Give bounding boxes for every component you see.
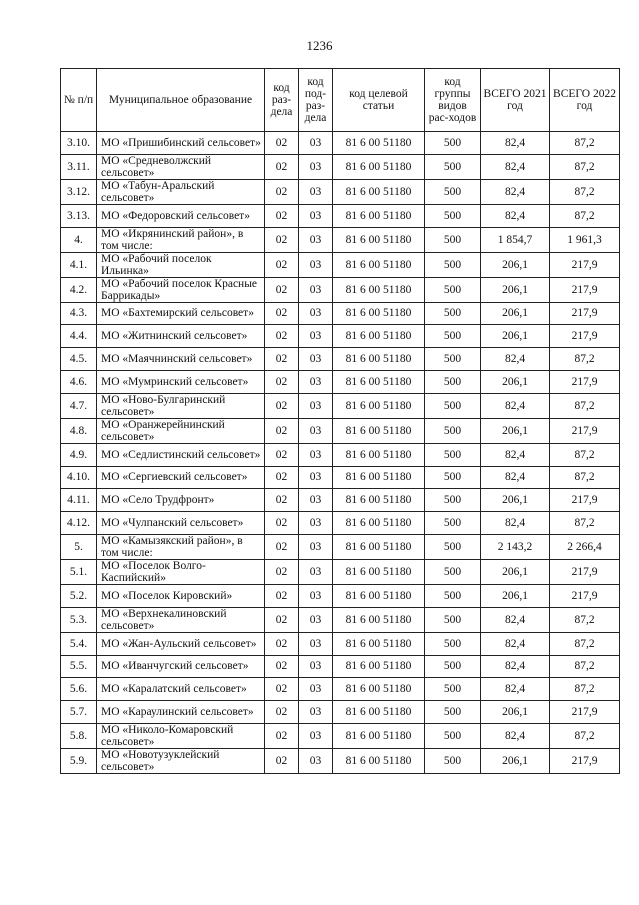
table-row xyxy=(61,607,620,632)
target-article-code: 81 6 00 51180 xyxy=(333,534,425,559)
total-2021: 206,1 xyxy=(481,277,550,302)
target-article-code: 81 6 00 51180 xyxy=(333,302,425,325)
total-2022: 217,9 xyxy=(550,701,620,724)
section-code: 02 xyxy=(265,489,299,512)
row-number: 4.1. xyxy=(61,252,97,277)
municipality-name: МО «Пришибинский сельсовет» xyxy=(97,132,265,155)
total-2021: 82,4 xyxy=(481,132,550,155)
total-2021: 82,4 xyxy=(481,154,550,179)
row-number: 5.8. xyxy=(61,723,97,748)
row-number: 5.9. xyxy=(61,748,97,773)
table-row xyxy=(61,302,620,325)
target-article-code: 81 6 00 51180 xyxy=(333,632,425,655)
section-code: 02 xyxy=(265,179,299,204)
table-row xyxy=(61,655,620,678)
row-number: 3.10. xyxy=(61,132,97,155)
total-2022: 87,2 xyxy=(550,179,620,204)
expense-group-code: 500 xyxy=(425,466,481,489)
section-code: 02 xyxy=(265,348,299,371)
expense-group-code: 500 xyxy=(425,227,481,252)
expense-group-code: 500 xyxy=(425,252,481,277)
section-code: 02 xyxy=(265,655,299,678)
subsection-code: 03 xyxy=(299,252,333,277)
subsection-code: 03 xyxy=(299,154,333,179)
subsection-code: 03 xyxy=(299,678,333,701)
subsection-code: 03 xyxy=(299,325,333,348)
expense-group-code: 500 xyxy=(425,559,481,584)
row-number: 4.3. xyxy=(61,302,97,325)
table-row xyxy=(61,154,620,179)
subsection-code: 03 xyxy=(299,418,333,443)
municipality-name: МО «Чулпанский сельсовет» xyxy=(97,512,265,535)
row-number: 5. xyxy=(61,534,97,559)
target-article-code: 81 6 00 51180 xyxy=(333,348,425,371)
target-article-code: 81 6 00 51180 xyxy=(333,443,425,466)
total-2021: 1 854,7 xyxy=(481,227,550,252)
header-expense-group-code: код группы видов рас-ходов xyxy=(425,69,481,132)
total-2022: 87,2 xyxy=(550,154,620,179)
target-article-code: 81 6 00 51180 xyxy=(333,584,425,607)
row-number: 5.6. xyxy=(61,678,97,701)
municipality-name: МО «Жан-Аульский сельсовет» xyxy=(97,632,265,655)
target-article-code: 81 6 00 51180 xyxy=(333,370,425,393)
total-2022: 217,9 xyxy=(550,252,620,277)
total-2021: 82,4 xyxy=(481,348,550,371)
header-number: № п/п xyxy=(61,69,97,132)
total-2021: 82,4 xyxy=(481,466,550,489)
municipality-name: МО «Поселок Волго-Каспийский» xyxy=(97,559,265,584)
table-row xyxy=(61,252,620,277)
target-article-code: 81 6 00 51180 xyxy=(333,154,425,179)
expense-group-code: 500 xyxy=(425,418,481,443)
expense-group-code: 500 xyxy=(425,607,481,632)
municipality-name: МО «Рабочий поселок Ильинка» xyxy=(97,252,265,277)
subsection-code: 03 xyxy=(299,655,333,678)
total-2022: 87,2 xyxy=(550,443,620,466)
expense-group-code: 500 xyxy=(425,678,481,701)
expense-group-code: 500 xyxy=(425,325,481,348)
row-number: 4.6. xyxy=(61,370,97,393)
total-2021: 206,1 xyxy=(481,302,550,325)
total-2021: 82,4 xyxy=(481,204,550,227)
row-number: 4.11. xyxy=(61,489,97,512)
section-code: 02 xyxy=(265,678,299,701)
total-2021: 82,4 xyxy=(481,393,550,418)
row-number: 3.13. xyxy=(61,204,97,227)
municipality-name: МО «Поселок Кировский» xyxy=(97,584,265,607)
target-article-code: 81 6 00 51180 xyxy=(333,204,425,227)
budget-table xyxy=(60,68,620,774)
section-code: 02 xyxy=(265,154,299,179)
municipality-name: МО «Каралатский сельсовет» xyxy=(97,678,265,701)
subsection-code: 03 xyxy=(299,512,333,535)
section-code: 02 xyxy=(265,325,299,348)
total-2022: 87,2 xyxy=(550,393,620,418)
section-code: 02 xyxy=(265,418,299,443)
row-number: 5.7. xyxy=(61,701,97,724)
header-target-article-code: код целевой статьи xyxy=(333,69,425,132)
total-2022: 2 266,4 xyxy=(550,534,620,559)
target-article-code: 81 6 00 51180 xyxy=(333,655,425,678)
table-row xyxy=(61,701,620,724)
total-2022: 217,9 xyxy=(550,489,620,512)
target-article-code: 81 6 00 51180 xyxy=(333,132,425,155)
total-2022: 1 961,3 xyxy=(550,227,620,252)
target-article-code: 81 6 00 51180 xyxy=(333,277,425,302)
total-2022: 217,9 xyxy=(550,370,620,393)
subsection-code: 03 xyxy=(299,443,333,466)
total-2022: 87,2 xyxy=(550,512,620,535)
subsection-code: 03 xyxy=(299,227,333,252)
municipality-name: МО «Село Трудфронт» xyxy=(97,489,265,512)
expense-group-code: 500 xyxy=(425,584,481,607)
row-number: 3.11. xyxy=(61,154,97,179)
table-row xyxy=(61,584,620,607)
row-number: 4.7. xyxy=(61,393,97,418)
municipality-name: МО «Седлистинский сельсовет» xyxy=(97,443,265,466)
table-row xyxy=(61,277,620,302)
subsection-code: 03 xyxy=(299,607,333,632)
section-code: 02 xyxy=(265,632,299,655)
row-number: 4.5. xyxy=(61,348,97,371)
target-article-code: 81 6 00 51180 xyxy=(333,678,425,701)
municipality-name: МО «Федоровский сельсовет» xyxy=(97,204,265,227)
row-number: 5.1. xyxy=(61,559,97,584)
section-code: 02 xyxy=(265,559,299,584)
target-article-code: 81 6 00 51180 xyxy=(333,252,425,277)
total-2022: 87,2 xyxy=(550,132,620,155)
total-2021: 82,4 xyxy=(481,723,550,748)
section-code: 02 xyxy=(265,534,299,559)
target-article-code: 81 6 00 51180 xyxy=(333,466,425,489)
total-2021: 82,4 xyxy=(481,655,550,678)
section-code: 02 xyxy=(265,132,299,155)
header-total-2021: ВСЕГО 2021 год xyxy=(481,69,550,132)
table-row xyxy=(61,204,620,227)
municipality-name: МО «Караулинский сельсовет» xyxy=(97,701,265,724)
subsection-code: 03 xyxy=(299,466,333,489)
municipality-name: МО «Ново-Булгаринский сельсовет» xyxy=(97,393,265,418)
table-row xyxy=(61,748,620,773)
total-2022: 87,2 xyxy=(550,466,620,489)
subsection-code: 03 xyxy=(299,559,333,584)
table-row xyxy=(61,393,620,418)
total-2022: 87,2 xyxy=(550,655,620,678)
municipality-name: МО «Николо-Комаровский сельсовет» xyxy=(97,723,265,748)
expense-group-code: 500 xyxy=(425,534,481,559)
expense-group-code: 500 xyxy=(425,302,481,325)
total-2022: 217,9 xyxy=(550,748,620,773)
expense-group-code: 500 xyxy=(425,443,481,466)
expense-group-code: 500 xyxy=(425,204,481,227)
subsection-code: 03 xyxy=(299,132,333,155)
total-2021: 2 143,2 xyxy=(481,534,550,559)
section-code: 02 xyxy=(265,443,299,466)
total-2022: 217,9 xyxy=(550,325,620,348)
subsection-code: 03 xyxy=(299,701,333,724)
expense-group-code: 500 xyxy=(425,489,481,512)
total-2022: 87,2 xyxy=(550,678,620,701)
section-code: 02 xyxy=(265,723,299,748)
municipality-name: МО «Житнинский сельсовет» xyxy=(97,325,265,348)
municipality-name: МО «Иванчугский сельсовет» xyxy=(97,655,265,678)
row-number: 4.8. xyxy=(61,418,97,443)
table-row xyxy=(61,370,620,393)
table-row xyxy=(61,418,620,443)
total-2021: 206,1 xyxy=(481,559,550,584)
table-row xyxy=(61,512,620,535)
total-2021: 206,1 xyxy=(481,370,550,393)
expense-group-code: 500 xyxy=(425,748,481,773)
header-subsection-code: код под-раз-дела xyxy=(299,69,333,132)
subsection-code: 03 xyxy=(299,204,333,227)
section-code: 02 xyxy=(265,370,299,393)
expense-group-code: 500 xyxy=(425,179,481,204)
subsection-code: 03 xyxy=(299,723,333,748)
section-code: 02 xyxy=(265,607,299,632)
table-row xyxy=(61,325,620,348)
section-code: 02 xyxy=(265,252,299,277)
table-row xyxy=(61,489,620,512)
target-article-code: 81 6 00 51180 xyxy=(333,489,425,512)
target-article-code: 81 6 00 51180 xyxy=(333,701,425,724)
total-2021: 82,4 xyxy=(481,512,550,535)
municipality-name: МО «Мумринский сельсовет» xyxy=(97,370,265,393)
subsection-code: 03 xyxy=(299,534,333,559)
row-number: 4. xyxy=(61,227,97,252)
subsection-code: 03 xyxy=(299,348,333,371)
expense-group-code: 500 xyxy=(425,701,481,724)
expense-group-code: 500 xyxy=(425,632,481,655)
total-2021: 206,1 xyxy=(481,584,550,607)
subsection-code: 03 xyxy=(299,489,333,512)
target-article-code: 81 6 00 51180 xyxy=(333,325,425,348)
expense-group-code: 500 xyxy=(425,512,481,535)
total-2022: 217,9 xyxy=(550,584,620,607)
municipality-name: МО «Табун-Аральский сельсовет» xyxy=(97,179,265,204)
table-row xyxy=(61,678,620,701)
expense-group-code: 500 xyxy=(425,154,481,179)
row-number: 4.4. xyxy=(61,325,97,348)
target-article-code: 81 6 00 51180 xyxy=(333,418,425,443)
table-row xyxy=(61,132,620,155)
section-code: 02 xyxy=(265,512,299,535)
row-number: 4.2. xyxy=(61,277,97,302)
total-2021: 206,1 xyxy=(481,489,550,512)
subsection-code: 03 xyxy=(299,393,333,418)
page-number: 1236 xyxy=(306,38,333,53)
expense-group-code: 500 xyxy=(425,348,481,371)
municipality-name: МО «Новотузуклейский сельсовет» xyxy=(97,748,265,773)
municipality-name: МО «Сергиевский сельсовет» xyxy=(97,466,265,489)
section-code: 02 xyxy=(265,748,299,773)
subsection-code: 03 xyxy=(299,584,333,607)
header-section-code: код раз-дела xyxy=(265,69,299,132)
subsection-code: 03 xyxy=(299,277,333,302)
subsection-code: 03 xyxy=(299,748,333,773)
municipality-name: МО «Рабочий поселок Красные Баррикады» xyxy=(97,277,265,302)
total-2021: 206,1 xyxy=(481,418,550,443)
table-row xyxy=(61,632,620,655)
target-article-code: 81 6 00 51180 xyxy=(333,607,425,632)
total-2021: 82,4 xyxy=(481,632,550,655)
target-article-code: 81 6 00 51180 xyxy=(333,179,425,204)
total-2022: 217,9 xyxy=(550,559,620,584)
table-row xyxy=(61,723,620,748)
subsection-code: 03 xyxy=(299,302,333,325)
section-code: 02 xyxy=(265,204,299,227)
table-row xyxy=(61,443,620,466)
section-code: 02 xyxy=(265,227,299,252)
expense-group-code: 500 xyxy=(425,655,481,678)
target-article-code: 81 6 00 51180 xyxy=(333,512,425,535)
total-2022: 87,2 xyxy=(550,607,620,632)
municipality-name: МО «Камызякский район», в том числе: xyxy=(97,534,265,559)
section-code: 02 xyxy=(265,701,299,724)
row-number: 5.2. xyxy=(61,584,97,607)
table-header-row xyxy=(61,69,620,132)
section-code: 02 xyxy=(265,302,299,325)
target-article-code: 81 6 00 51180 xyxy=(333,393,425,418)
total-2021: 206,1 xyxy=(481,748,550,773)
row-number: 4.9. xyxy=(61,443,97,466)
subsection-code: 03 xyxy=(299,179,333,204)
total-2021: 206,1 xyxy=(481,252,550,277)
table-row xyxy=(61,559,620,584)
municipality-name: МО «Оранжерейнинский сельсовет» xyxy=(97,418,265,443)
table-row xyxy=(61,348,620,371)
municipality-name: МО «Икрянинский район», в том числе: xyxy=(97,227,265,252)
row-number: 5.3. xyxy=(61,607,97,632)
table-body xyxy=(61,132,620,774)
subsection-code: 03 xyxy=(299,632,333,655)
expense-group-code: 500 xyxy=(425,370,481,393)
total-2021: 82,4 xyxy=(481,443,550,466)
table-row xyxy=(61,179,620,204)
total-2022: 87,2 xyxy=(550,632,620,655)
total-2022: 217,9 xyxy=(550,302,620,325)
municipality-name: МО «Бахтемирский сельсовет» xyxy=(97,302,265,325)
section-code: 02 xyxy=(265,393,299,418)
row-number: 4.10. xyxy=(61,466,97,489)
table-row xyxy=(61,534,620,559)
target-article-code: 81 6 00 51180 xyxy=(333,227,425,252)
row-number: 5.4. xyxy=(61,632,97,655)
header-municipality: Муниципальное образование xyxy=(97,69,265,132)
header-total-2022: ВСЕГО 2022 год xyxy=(550,69,620,132)
total-2021: 206,1 xyxy=(481,325,550,348)
section-code: 02 xyxy=(265,466,299,489)
municipality-name: МО «Верхнекалиновский сельсовет» xyxy=(97,607,265,632)
row-number: 3.12. xyxy=(61,179,97,204)
target-article-code: 81 6 00 51180 xyxy=(333,723,425,748)
expense-group-code: 500 xyxy=(425,393,481,418)
expense-group-code: 500 xyxy=(425,132,481,155)
section-code: 02 xyxy=(265,584,299,607)
total-2022: 87,2 xyxy=(550,723,620,748)
total-2021: 82,4 xyxy=(481,678,550,701)
total-2022: 217,9 xyxy=(550,277,620,302)
municipality-name: МО «Средневолжский сельсовет» xyxy=(97,154,265,179)
row-number: 5.5. xyxy=(61,655,97,678)
table-row xyxy=(61,466,620,489)
target-article-code: 81 6 00 51180 xyxy=(333,559,425,584)
total-2022: 87,2 xyxy=(550,348,620,371)
expense-group-code: 500 xyxy=(425,277,481,302)
total-2021: 82,4 xyxy=(481,179,550,204)
total-2022: 87,2 xyxy=(550,204,620,227)
row-number: 4.12. xyxy=(61,512,97,535)
section-code: 02 xyxy=(265,277,299,302)
total-2022: 217,9 xyxy=(550,418,620,443)
total-2021: 82,4 xyxy=(481,607,550,632)
expense-group-code: 500 xyxy=(425,723,481,748)
table-row xyxy=(61,227,620,252)
target-article-code: 81 6 00 51180 xyxy=(333,748,425,773)
municipality-name: МО «Маячнинский сельсовет» xyxy=(97,348,265,371)
subsection-code: 03 xyxy=(299,370,333,393)
total-2021: 206,1 xyxy=(481,701,550,724)
